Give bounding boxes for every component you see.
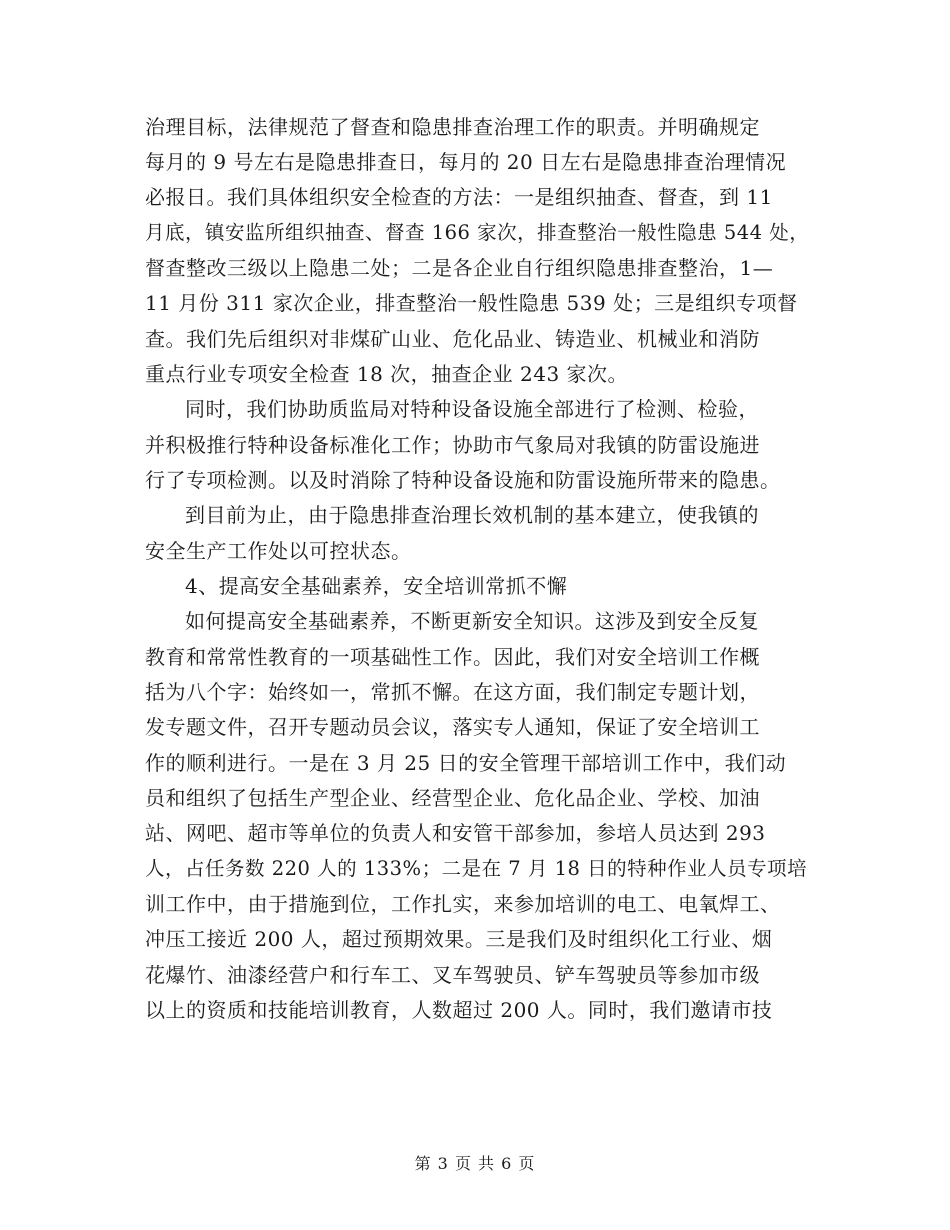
- body-line: 冲压工接近 200 人，超过预期效果。三是我们及时组织化工行业、烟: [145, 927, 773, 951]
- body-line: 人，占任务数 220 人的 133%；二是在 7 月 18 日的特种作业人员专项培: [145, 857, 808, 880]
- paragraph-first-line: 如何提高安全基础素养，不断更新安全知识。这涉及到安全反复: [185, 609, 759, 633]
- body-line: 行了专项检测。以及时消除了特种设备设施和防雷设施所带来的隐患。: [145, 468, 781, 492]
- page-number-footer: 第 3 页 共 6 页: [414, 1154, 536, 1173]
- body-line: 11 月份 311 家次企业，排查整治一般性隐患 539 处；三是组织专项督: [145, 291, 798, 315]
- body-line: 以上的资质和技能培训教育，人数超过 200 人。同时，我们邀请市技: [145, 998, 773, 1022]
- body-line: 员和组织了包括生产型企业、经营型企业、危化品企业、学校、加油: [145, 786, 760, 810]
- body-line: 查。我们先后组织对非煤矿山业、危化品业、铸造业、机械业和消防: [145, 327, 760, 351]
- paragraph-first-line: 到目前为止，由于隐患排查治理长效机制的基本建立，使我镇的: [185, 503, 759, 527]
- body-line: 作的顺利进行。一是在 3 月 25 日的安全管理干部培训工作中，我们动: [145, 751, 787, 775]
- body-line: 教育和常常性教育的一项基础性工作。因此，我们对安全培训工作概: [145, 645, 760, 669]
- body-line: 发专题文件，召开专题动员会议，落实专人通知，保证了安全培训工: [145, 715, 760, 739]
- body-line: 重点行业专项安全检查 18 次，抽查企业 243 家次。: [145, 362, 629, 386]
- body-line: 月底，镇安监所组织抽查、督查 166 家次，排查整治一般性隐患 544 处，: [145, 221, 810, 244]
- body-line: 站、网吧、超市等单位的负责人和安管干部参加，参培人员达到 293: [145, 821, 766, 845]
- body-line: 每月的 9 号左右是隐患排查日，每月的 20 日左右是隐患排查治理情况: [145, 150, 787, 174]
- body-line: 花爆竹、油漆经营户和行车工、叉车驾驶员、铲车驾驶员等参加市级: [145, 963, 760, 987]
- body-line: 括为八个字：始终如一，常抓不懈。在这方面，我们制定专题计划，: [145, 680, 760, 704]
- body-line: 必报日。我们具体组织安全检查的方法：一是组织抽查、督查，到 11: [145, 185, 773, 209]
- body-line: 治理目标，法律规范了督查和隐患排查治理工作的职责。并明确规定: [145, 115, 760, 139]
- body-line: 训工作中，由于措施到位，工作扎实，来参加培训的电工、电氧焊工、: [145, 892, 781, 916]
- body-line: 并积极推行特种设备标准化工作；协助市气象局对我镇的防雷设施进: [145, 433, 760, 457]
- section-heading: 4、提高安全基础素养，安全培训常抓不懈: [185, 574, 568, 598]
- paragraph-first-line: 同时，我们协助质监局对特种设备设施全部进行了检测、检验，: [185, 397, 759, 421]
- body-line: 安全生产工作处以可控状态。: [145, 539, 412, 563]
- body-line: 督查整改三级以上隐患二处；二是各企业自行组织隐患排查整治，1—: [145, 256, 774, 280]
